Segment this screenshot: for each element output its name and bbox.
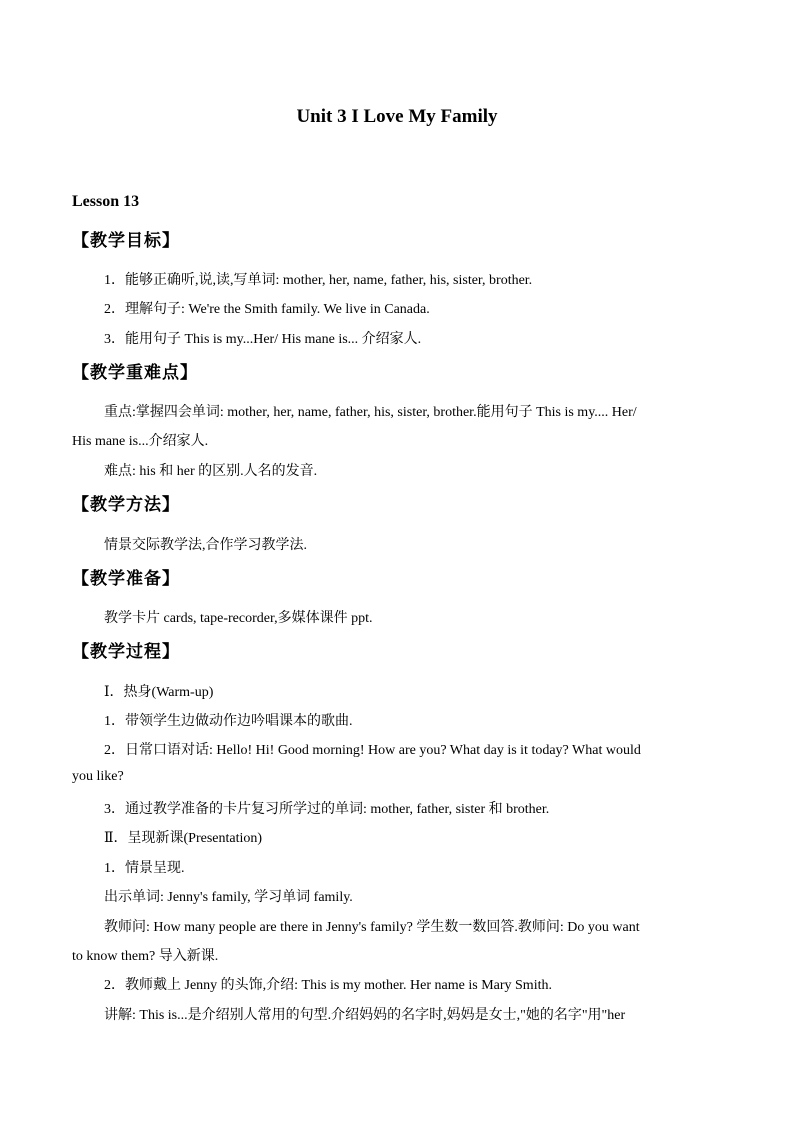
document-title: Unit 3 I Love My Family [296,106,498,127]
process-line: 2．日常口语对话: Hello! Hi! Good morning! How are you? What day is it today? What would [104,743,641,758]
lesson-number: Lesson 13 [72,193,140,210]
objective-item: 3．能用句子 This is my...Her/ His mane is... 介绍家人. [104,332,422,347]
process-line: 讲解: This is...是介绍别人常用的句型.介绍妈妈的名字时,妈妈是女士,"她的名字"用"her [104,1008,626,1023]
process-line: 3．通过教学准备的卡片复习所学过的单词: mother, father, sister 和 brother. [104,802,550,817]
key-point-line: 重点:掌握四会单词: mother, her, name, father, his, sister, brother.能用句子 This is my.... Her/ [104,405,637,420]
process-line: 出示单词: Jenny's family, 学习单词 family. [104,890,353,905]
key-point-line: His mane is...介绍家人. [72,434,209,449]
process-line: 教师问: How many people are there in Jenny's family? 学生数一数回答.教师问: Do you want [104,920,640,935]
heading-process: 【教学过程】 [72,642,180,662]
process-line: to know them? 导入新课. [72,949,219,964]
heading-preparation: 【教学准备】 [72,569,180,589]
objective-item: 1．能够正确听,说,读,写单词: mother, her, name, father, his, sister, brother. [104,273,533,288]
heading-key-points: 【教学重难点】 [72,363,198,383]
heading-objectives: 【教学目标】 [72,231,180,251]
process-step-title: Ⅱ．呈现新课(Presentation) [104,831,263,846]
preparation-text: 教学卡片 cards, tape-recorder,多媒体课件 ppt. [104,611,373,626]
process-step-title: Ⅰ．热身(Warm-up) [104,685,214,700]
process-line: you like? [72,769,124,784]
methods-text: 情景交际教学法,合作学习教学法. [104,538,307,553]
process-line: 2．教师戴上 Jenny 的头饰,介绍: This is my mother. Her name is Mary Smith. [104,978,552,993]
heading-methods: 【教学方法】 [72,495,180,515]
objective-item: 2．理解句子: We're the Smith family. We live in Canada. [104,302,430,317]
process-line: 1．情景呈现. [104,861,185,876]
process-line: 1．带领学生边做动作边吟唱课本的歌曲. [104,714,353,729]
difficulty-line: 难点: his 和 her 的区别.人名的发音. [104,464,318,479]
